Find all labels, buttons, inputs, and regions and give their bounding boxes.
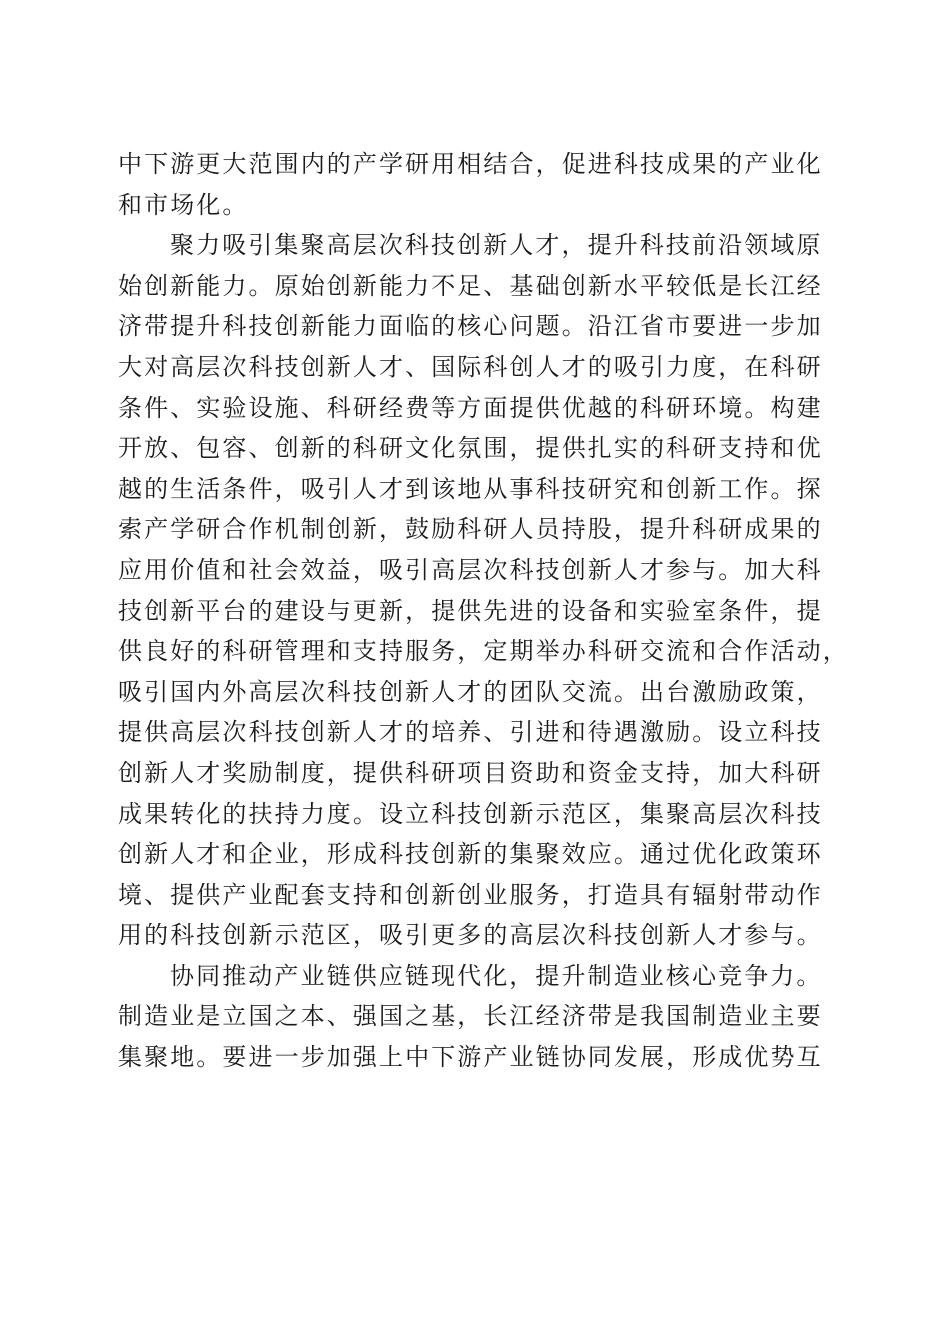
text-line: 境、提供产业配套支持和创新创业服务，打造具有辐射带动作 (118, 880, 823, 909)
text-line: 条件、实验设施、科研经费等方面提供优越的科研环境。构建 (118, 393, 823, 422)
paragraph-start-line: 聚力吸引集聚高层次科技创新人才，提升科技前沿领域原 (170, 231, 823, 260)
text-line: 应用价值和社会效益，吸引高层次科技创新人才参与。加大科 (118, 555, 823, 584)
text-line: 供良好的科研管理和支持服务，定期举办科研交流和合作活动， (118, 637, 849, 666)
text-line: 成果转化的扶持力度。设立科技创新示范区，集聚高层次科技 (118, 799, 823, 828)
body-text (118, 144, 849, 1078)
text-line: 大对高层次科技创新人才、国际科创人才的吸引力度，在科研 (118, 352, 823, 381)
paragraph-start-line: 协同推动产业链供应链现代化，提升制造业核心竞争力。 (170, 961, 823, 990)
text-line: 技创新平台的建设与更新，提供先进的设备和实验室条件，提 (118, 596, 823, 625)
text-line: 提供高层次科技创新人才的培养、引进和待遇激励。设立科技 (118, 718, 823, 747)
text-line: 索产学研合作机制创新，鼓励科研人员持股，提升科研成果的 (118, 515, 823, 544)
text-line: 吸引国内外高层次科技创新人才的团队交流。出台激励政策， (118, 677, 823, 706)
text-line: 越的生活条件，吸引人才到该地从事科技研究和创新工作。探 (118, 474, 823, 503)
text-line: 制造业是立国之本、强国之基，长江经济带是我国制造业主要 (118, 1002, 823, 1031)
text-line: 创新人才奖励制度，提供科研项目资助和资金支持，加大科研 (118, 758, 823, 787)
text-line: 开放、包容、创新的科研文化氛围，提供扎实的科研支持和优 (118, 434, 823, 463)
text-line: 济带提升科技创新能力面临的核心问题。沿江省市要进一步加 (118, 312, 823, 341)
text-line: 和市场化。 (118, 190, 249, 219)
text-line: 始创新能力。原始创新能力不足、基础创新水平较低是长江经 (118, 271, 823, 300)
text-line: 用的科技创新示范区，吸引更多的高层次科技创新人才参与。 (118, 921, 823, 950)
text-line: 创新人才和企业，形成科技创新的集聚效应。通过优化政策环 (118, 840, 823, 869)
text-line: 中下游更大范围内的产学研用相结合，促进科技成果的产业化 (118, 150, 823, 178)
text-line: 集聚地。要进一步加强上中下游产业链协同发展，形成优势互 (118, 1043, 823, 1072)
